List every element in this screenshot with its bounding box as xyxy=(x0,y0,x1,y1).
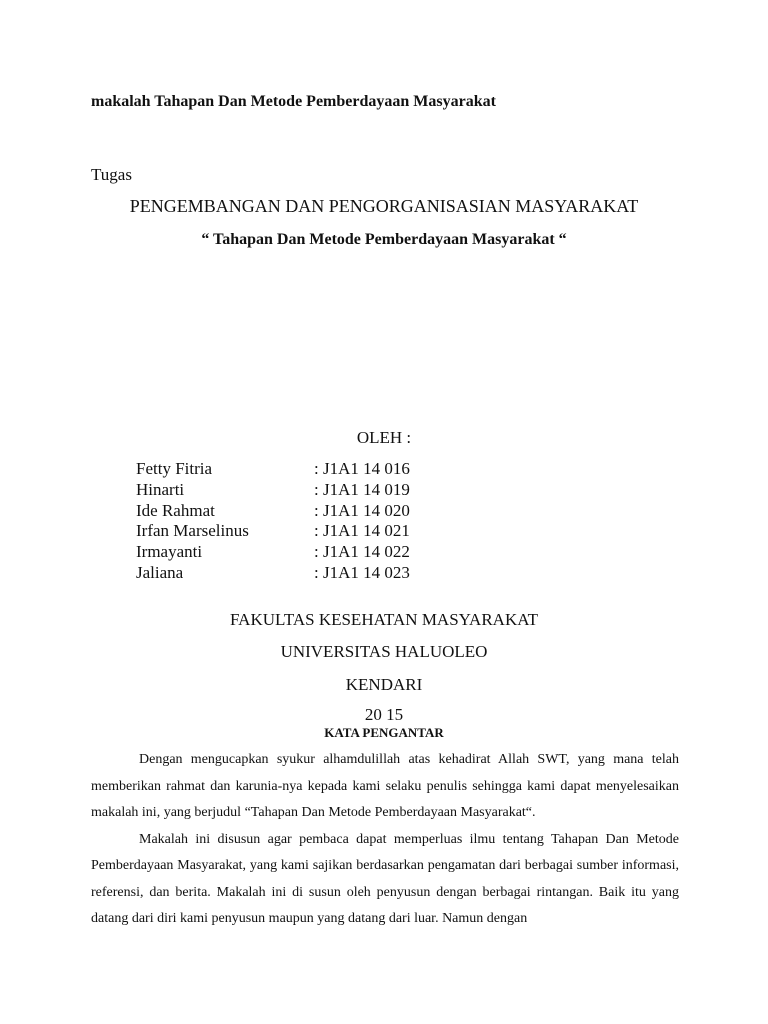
preface-title: KATA PENGANTAR xyxy=(324,725,444,740)
member-name: Ide Rahmat xyxy=(136,500,215,520)
oleh-label: OLEH : xyxy=(356,428,412,447)
member-nim: : J1A1 14 023 xyxy=(314,562,410,582)
member-row xyxy=(136,563,410,584)
member-name: Irfan Marselinus xyxy=(136,521,249,541)
member-nim: : J1A1 14 020 xyxy=(314,500,410,520)
member-name: Irmayanti xyxy=(136,542,203,562)
preface-body xyxy=(91,747,679,933)
document-heading: makalah Tahapan Dan Metode Pemberdayaan Masyarakat xyxy=(91,93,496,110)
tugas-label: Tugas xyxy=(91,165,132,184)
preface-paragraph: Makalah ini disusun agar pembaca dapat memperluas ilmu tentang Tahapan Dan Metode Pemberdayaan Masyarakat, yang kami sajikan berdasarkan pengamatan dari berbagai sumber informasi, referensi, dan berita. Makalah ini di susun oleh penyusun dengan berbagai rintangan. Baik itu yang datang dari diri kami penyusun maupun yang datang dari luar. Namun dengan xyxy=(91,831,679,926)
subject-title: “ Tahapan Dan Metode Pemberdayaan Masyarakat “ xyxy=(201,231,567,248)
member-row xyxy=(136,480,410,501)
member-row xyxy=(136,521,410,542)
member-name: Hinarti xyxy=(136,479,185,499)
university-name: UNIVERSITAS HALUOLEO xyxy=(280,642,488,661)
course-title: PENGEMBANGAN DAN PENGORGANISASIAN MASYARAKAT xyxy=(129,196,639,216)
city-name: KENDARI xyxy=(345,675,423,694)
member-nim: : J1A1 14 019 xyxy=(314,479,410,499)
member-name: Fetty Fitria xyxy=(136,459,213,478)
member-row xyxy=(136,501,410,522)
member-row xyxy=(136,459,410,480)
preface-paragraph: Dengan mengucapkan syukur alhamdulillah atas kehadirat Allah SWT, yang mana telah memberikan rahmat dan karunia-nya kepada kami selaku penulis sehingga kami dapat menyelesaikan makalah ini, yang berjudul “Tahapan Dan Metode Pemberdayaan Masyarakat“. xyxy=(91,752,679,820)
member-nim: : J1A1 14 016 xyxy=(314,459,410,478)
faculty-name: FAKULTAS KESEHATAN MASYARAKAT xyxy=(229,610,539,629)
member-list xyxy=(136,459,410,584)
member-nim: : J1A1 14 022 xyxy=(314,542,410,562)
year: 20 15 xyxy=(364,705,404,724)
member-nim: : J1A1 14 021 xyxy=(314,521,410,541)
member-row xyxy=(136,542,410,563)
member-name: Jaliana xyxy=(136,562,184,582)
